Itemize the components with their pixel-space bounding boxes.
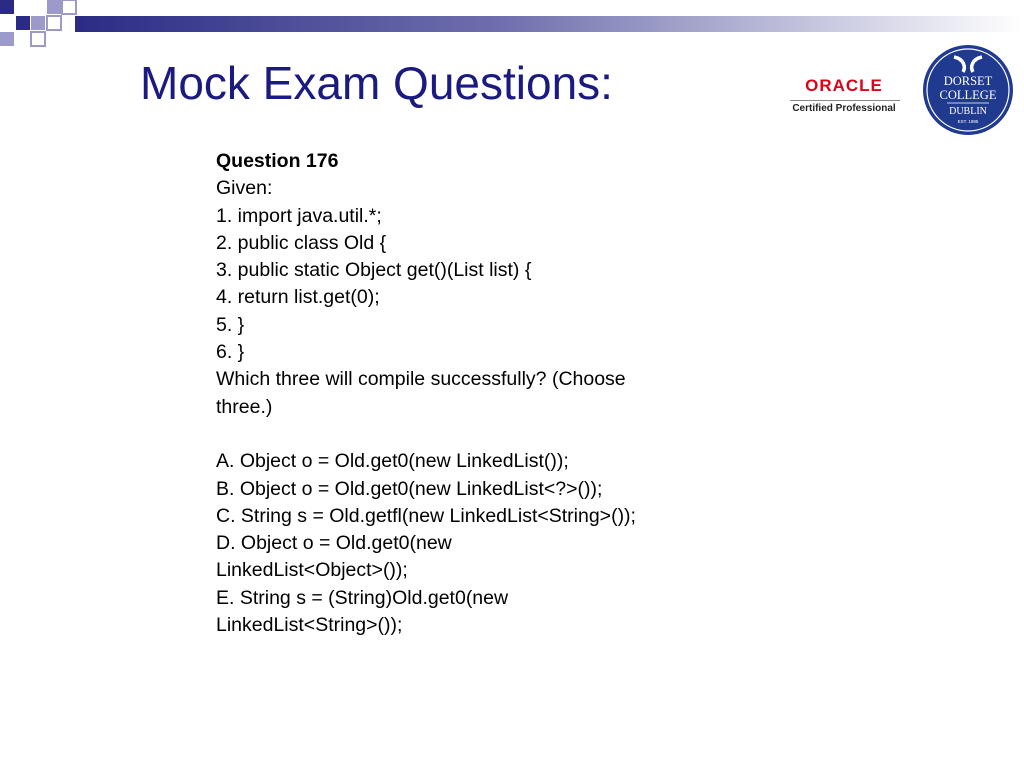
header-square (0, 0, 14, 14)
oracle-divider (790, 100, 900, 101)
code-line: 5. } (216, 313, 245, 336)
header-square (0, 32, 14, 46)
answer-option-b: B. Object o = Old.get0(new LinkedList<?>()); (216, 477, 603, 500)
code-line: 2. public class Old { (216, 231, 387, 254)
header-decoration (0, 0, 1024, 48)
oracle-subtitle: Certified Professional (792, 103, 896, 114)
code-line: 4. return list.get(0); (216, 286, 380, 309)
header-square (31, 16, 45, 30)
header-square (47, 0, 61, 14)
header-square (47, 16, 61, 30)
college-line-2: COLLEGE (939, 88, 997, 102)
oracle-wordmark: ORACLE (805, 76, 883, 95)
college-line-3: DUBLIN (949, 106, 987, 117)
college-line-1: DORSET (943, 74, 993, 88)
code-line: 6. } (216, 341, 245, 364)
header-square (31, 32, 45, 46)
header-gradient-bar (75, 16, 1024, 32)
header-square (62, 0, 76, 14)
dorset-college-seal (921, 44, 1015, 136)
answer-option-c: C. String s = Old.getfl(new LinkedList<String>()); (216, 504, 636, 527)
header-square (16, 16, 30, 30)
slide-title: Mock Exam Questions: (140, 57, 613, 109)
answer-option-e: E. String s = (String)Old.get0(new (216, 586, 509, 609)
question-prompt: Which three will compile successfully? (Choose (216, 368, 626, 391)
question-prompt: three.) (216, 395, 273, 418)
spacer (216, 421, 716, 448)
code-line: 1. import java.util.*; (216, 204, 382, 227)
answer-option-a: A. Object o = Old.get0(new LinkedList()); (216, 450, 569, 473)
question-given: Given: (216, 177, 273, 200)
answer-option-d: D. Object o = Old.get0(new (216, 532, 452, 555)
question-content (216, 148, 716, 639)
answer-option-d-cont: LinkedList<Object>()); (216, 559, 408, 582)
answer-option-e-cont: LinkedList<String>()); (216, 614, 403, 637)
college-est: EST. 1985 (957, 119, 979, 124)
code-line: 3. public static Object get()(List list) { (216, 259, 532, 282)
oracle-certified-logo (786, 76, 902, 120)
question-title: Question 176 (216, 150, 339, 172)
